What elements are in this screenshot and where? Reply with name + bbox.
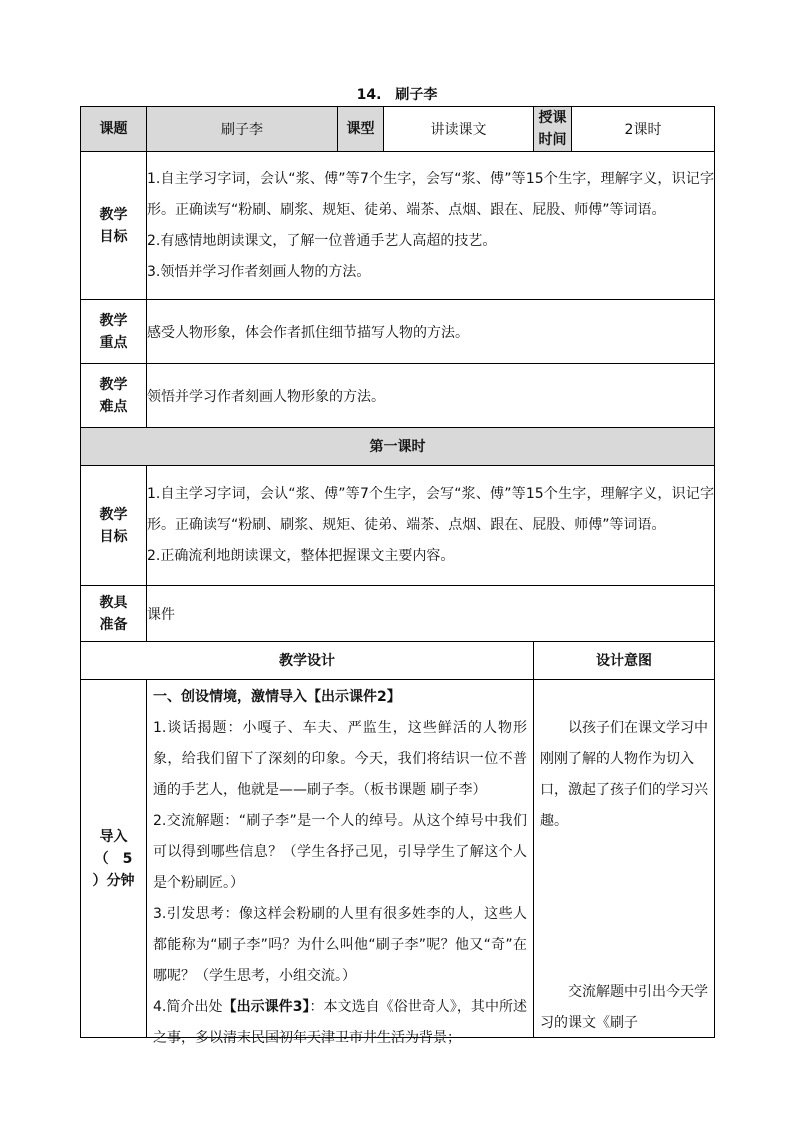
difficulties-row [81, 364, 715, 428]
prep-label: 教具 准备 [81, 586, 147, 642]
goals-label: 教学 目标 [81, 152, 147, 300]
design-step: 3.引发思考：像这样会粉刷的人里有很多姓李的人，这些人都能称为“刷子李”吗？为什么叫他“刷子李”呢？他又“奇”在哪呢？（学生思考，小组交流。） [153, 906, 527, 984]
section-title: 一、创设情境，激情导入【出示课件2】 [153, 689, 401, 705]
lesson1-title-row [81, 428, 715, 466]
lesson-number: 14. [356, 87, 382, 103]
header-row [81, 107, 715, 152]
goals-content [147, 152, 715, 300]
design-step: 4.简介出处【出示课件3】：本文选自《俗世奇人》，其中所述之事，多以清末民国初年天津卫市井生活为背景； [153, 999, 528, 1046]
type-label: 课型 [338, 107, 384, 152]
difficulties-text: 领悟并学习作者刻画人物形象的方法。 [147, 364, 715, 428]
prep-text: 课件 [147, 586, 715, 642]
design-step: 2.交流解题：“刷子李”是一个人的绰号。从这个绰号中我们可以得到哪些信息？（学生各抒己见，引导学生了解这个人是个粉刷匠。） [153, 813, 527, 891]
design-header: 教学设计 [81, 642, 534, 680]
type-value: 讲读课文 [384, 107, 534, 152]
lesson1-goals-content [147, 466, 715, 586]
design-header-row [81, 642, 715, 680]
lesson-plan-table [80, 106, 715, 1046]
lesson1-goals-label: 教学 目标 [81, 466, 147, 586]
goal-item: 1.自主学习字词，会认“浆、傅”等7个生字，会写“浆、傅”等15个生字，理解字义，识记字形。正确读写“粉刷、刷浆、规矩、徒弟、端茶、点烟、跟在、屁股、师傅”等词语。 [147, 486, 714, 533]
topic-value: 刷子李 [147, 107, 338, 152]
design-content [147, 680, 534, 1046]
lesson1-prep-row [81, 586, 715, 642]
document-title [0, 84, 794, 104]
design-intent [534, 680, 715, 1038]
stage-label: 导入 （ 5 ）分钟 [81, 680, 147, 1038]
lesson1-goals-row [81, 466, 715, 586]
lesson1-title: 第一课时 [81, 428, 715, 466]
goal-item: 3.领悟并学习作者刻画人物的方法。 [147, 263, 371, 280]
intro-stage-row [81, 680, 715, 1038]
design-step: 1.谈话揭题：小嘎子、车夫、严监生，这些鲜活的人物形象，给我们留下了深刻的印象。今天，我们将结识一位不普通的手艺人，他就是——刷子李。（板书课题 刷子李） [153, 720, 527, 798]
intent-text: 交流解题中引出今天学习的课文《刷子 [540, 984, 708, 1031]
key-points-row [81, 300, 715, 364]
goal-item: 2.有感情地朗读课文，了解一位普通手艺人高超的技艺。 [147, 232, 497, 249]
key-points-label: 教学 重点 [81, 300, 147, 364]
time-value: 2课时 [572, 107, 715, 152]
key-points-text: 感受人物形象，体会作者抓住细节描写人物的方法。 [147, 300, 715, 364]
goal-item: 2.正确流利地朗读课文，整体把握课文主要内容。 [147, 548, 455, 564]
time-label: 授课 时间 [534, 107, 572, 152]
topic-label: 课题 [81, 107, 147, 152]
goal-item: 1.自主学习字词，会认“浆、傅”等7个生字，会写“浆、傅”等15个生字，理解字义，识记字形。正确读写“粉刷、刷浆、规矩、徒弟、端茶、点烟、跟在、屁股、师傅”等词语。 [147, 170, 714, 218]
intent-header: 设计意图 [534, 642, 715, 680]
difficulties-label: 教学 难点 [81, 364, 147, 428]
intent-text: 以孩子们在课文学习中刚刚了解的人物作为切入口，激起了孩子们的学习兴趣。 [540, 720, 708, 829]
goals-row [81, 152, 715, 300]
lesson-title: 刷子李 [395, 87, 438, 103]
